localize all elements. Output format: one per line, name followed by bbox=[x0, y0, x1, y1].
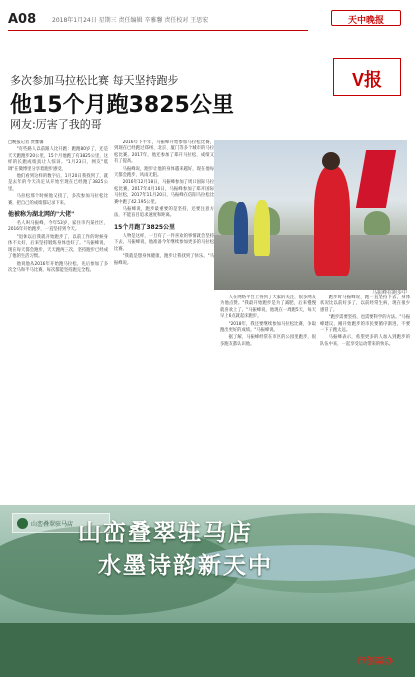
article-column-3 bbox=[220, 295, 316, 495]
page-number: A08 bbox=[8, 12, 37, 27]
byline: □晚报记者 贾雅馨 bbox=[8, 140, 44, 145]
article-column-1 bbox=[8, 140, 108, 495]
paragraph: 他说他从2016年开始跑马拉松，先后参加了多次全马和半马比赛，每次都能坚持跑完全程。 bbox=[8, 261, 108, 273]
headline-kicker: 多次参加马拉松比赛 每天坚持跑步 bbox=[10, 74, 179, 87]
paragraph: 马拉松那个时候他又找了，多次参加马拉松比赛，把自己的成绩都记录下来。 bbox=[8, 194, 108, 206]
section-heading: 他被称为湖北网的"大佬" bbox=[8, 211, 75, 219]
advertisement-banner bbox=[0, 505, 415, 677]
article-column-2 bbox=[114, 140, 214, 495]
section-label: V报 bbox=[351, 70, 382, 90]
article-body bbox=[8, 140, 408, 500]
paragraph: 名人叫马振峰，今年53岁，家住市内某社区，2016年开始跑步，一直坚持到今天。 bbox=[8, 221, 108, 233]
header-rule bbox=[8, 30, 308, 31]
paragraph: 人物是这样，一旦有了一件喜欢的事情就会坚持下去，马振峰说，他准备今年继续参加更多的马拉松比赛。 bbox=[114, 233, 214, 252]
issue-meta: 2018年1月24日 星期三 责任编辑 辛雅馨 责任校对 王思宏 bbox=[52, 17, 209, 24]
section-badge bbox=[333, 58, 401, 96]
paragraph: 他们看到这样的数字后，1月20日我找到了，就是去年的今天决定从开始至现在已经跑了3825公里。 bbox=[8, 174, 108, 192]
ad-sponsor-stamp: 市创森办 bbox=[356, 657, 393, 667]
brand-name: 天中晚报 bbox=[347, 16, 384, 26]
ad-forest bbox=[0, 623, 415, 677]
article-column-4 bbox=[320, 295, 410, 495]
page-header bbox=[0, 0, 415, 58]
paragraph: 2016年12月18日，马振峰参加了周口国际马拉松比赛，2017年4月16日，马振峰参加了郑开国际马拉松，2017年11月20日，马振峰在信阳马拉松比赛中跑了42.195公里。 bbox=[114, 180, 214, 205]
ad-logo-text: 山峦叠翠驻马店 bbox=[31, 521, 74, 528]
paragraph: "我就是想身体健康，跑步让我找到了快乐。"马振峰说。 bbox=[114, 254, 214, 266]
paragraph: "2018年，我还要继续参加马拉松比赛，争取跑出更好的成绩。"马振峰说。 bbox=[220, 321, 316, 334]
paragraph: 马振峰表示，希望更多的人加入到跑步的队伍中来，一起享受运动带来的快乐。 bbox=[320, 335, 410, 347]
ad-slogan-line-1: 山峦叠翠驻马店 bbox=[78, 519, 253, 546]
headline-subtitle: 网友:厉害了我的哥 bbox=[10, 118, 102, 131]
brand-logo bbox=[331, 10, 401, 26]
paragraph: "有些路人以前跟人比开跑：跑跑80岁了，还是天天跑跑步20公里，15个月他跑了有3825公里，这样的长跑成绩真让人惊讶。"1月23日，网友"低调"在微博里分享着跑步感受。 bbox=[8, 147, 108, 172]
paragraph: 马振峰说，跑步让他的身体越来越好，现在他每天都会跑步，风雨无阻。 bbox=[114, 166, 214, 179]
paragraph: 人在网络平台上得到了大家的关注，很多网友为他点赞。"我最开始跑步是为了减肥，后来慢慢就喜欢上了。"马振峰说，他现在一周跑5天，每天早上6点就起床跑步。 bbox=[220, 295, 316, 320]
leaf-icon bbox=[17, 518, 28, 529]
photo-caption: 马振峰在跑步中 bbox=[371, 290, 407, 296]
paragraph: 跑步时马振峰说，跑一直坚持下去，身体状况比以前好多了，以前经常生病，现在很少感冒了。 bbox=[320, 295, 410, 313]
paragraph: "退休以后我就开始跑步了，以前工作的时候身体不太好，后来坚持锻炼身体也好了。"马振峰说，现在每天都会跑步，天天跑两三次，坚持跑步已经成了他的生活习惯。 bbox=[8, 234, 108, 260]
paragraph: 马振峰说，跑步最重要的是坚持，还要注意方法，不能盲目追求速度和距离。 bbox=[114, 207, 214, 219]
ad-slogan-line-2: 水墨诗韵新天中 bbox=[98, 552, 273, 579]
paragraph: 据了解，马振峰经常在市区的公园里跑步，很多跑友都认识他。 bbox=[220, 335, 316, 347]
paragraph: "跑步需要坚持，也需要科学的方法。"马振峰建议，刚开始跑步的市民要循序渐进，不要一下子跑太远。 bbox=[320, 315, 410, 334]
page-title: 他15个月跑3825公里 bbox=[10, 93, 234, 118]
section-heading: 15个月跑了3825公里 bbox=[114, 223, 176, 231]
paragraph: 2016年下半年，马振峰开始参加马拉松比赛，到现在已经跑过郑州、北京、厦门等多个城市的马拉松比赛。2017年，他还参加了郑开马拉松，成绩又有了提高。 bbox=[114, 140, 214, 165]
